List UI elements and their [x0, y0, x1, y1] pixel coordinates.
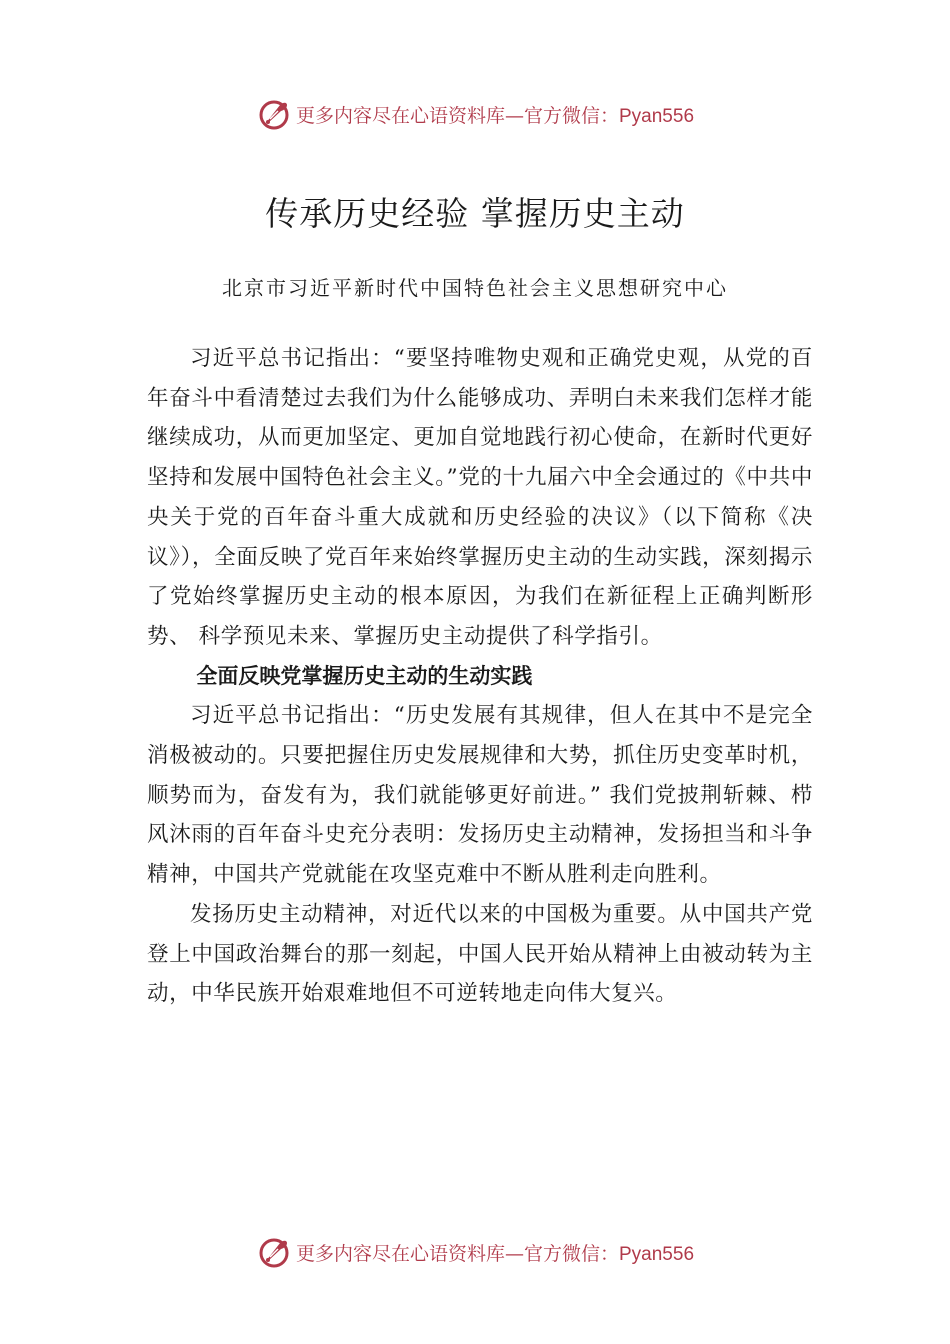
- body-paragraph: 发扬历史主动精神，对近代以来的中国极为重要。从中国共产党登上中国政治舞台的那一刻起，中国人民开始从精神上由被动转为主动，中华民族开始艰难地但不可逆转地走向伟大复兴。: [147, 901, 813, 1007]
- watermark-footer: [0, 1232, 950, 1272]
- watermark-text: 更多内容尽在心语资料库—官方微信：Pyan556: [295, 104, 695, 127]
- feather-pen-seal-icon: [256, 96, 292, 132]
- document-body: [147, 339, 813, 1014]
- feather-pen-seal-icon: [256, 1234, 292, 1270]
- document-author: 北京市习近平新时代中国特色社会主义思想研究中心: [222, 276, 728, 300]
- watermark-text: 更多内容尽在心语资料库—官方微信：Pyan556: [295, 1242, 695, 1265]
- body-paragraph: 习近平总书记指出：“要坚持唯物史观和正确党史观，从党的百年奋斗中看清楚过去我们为什么能够成功、弄明白未来我们怎样才能继续成功，从而更加坚定、更加自觉地践行初心使命，在新时代更好坚持和发展中国特色社会主义。”党的十九届六中全会通过的《中共中央关于党的百年奋斗重大成就和历史经验的决议》（以下简称《决议》），全面反映了党百年来始终掌握历史主动的生动实践，深刻揭示了党始终掌握历史主动的根本原因，为我们在新征程上正确判断形势、 科学预见未来、掌握历史主动提供了科学指引。: [147, 346, 813, 649]
- body-paragraph: 习近平总书记指出：“历史发展有其规律，但人在其中不是完全消极被动的。只要把握住历史发展规律和大势，抓住历史变革时机，顺势而为，奋发有为，我们就能够更好前进。” 我们党披荆斩棘、栉风沐雨的百年奋斗史充分表明：发扬历史主动精神，发扬担当和斗争精神，中国共产党就能在攻坚克难中不断从胜利走向胜利。: [147, 703, 813, 888]
- document-title: 传承历史经验 掌握历史主动: [265, 194, 685, 233]
- section-heading: 全面反映党掌握历史主动的生动实践: [196, 663, 533, 688]
- watermark-header: [0, 94, 950, 134]
